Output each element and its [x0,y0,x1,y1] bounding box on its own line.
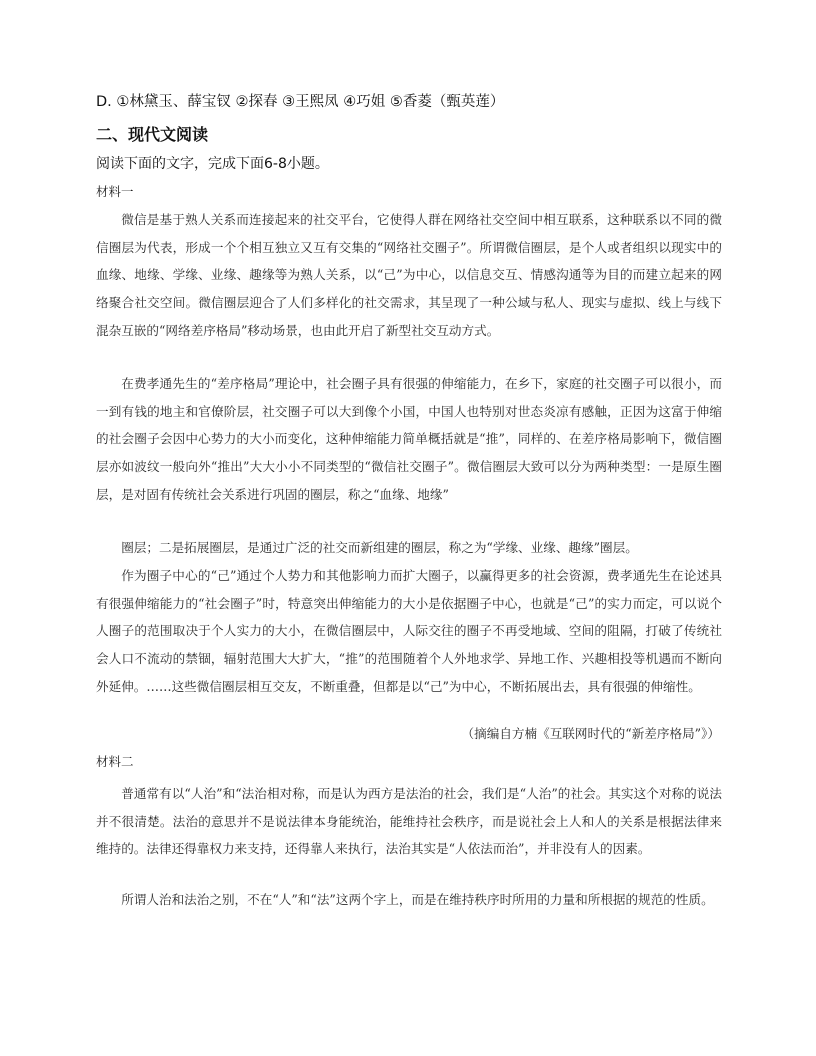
material-two-paragraph-2: 所谓人治和法治之别，不在“人”和“法”这两个字上，而是在维持秩序时所用的力量和所根据的规范的性质。 [121,892,714,907]
material-two-paragraph-1: 普通常有以“人治”和“法治相对称，而是认为西方是法治的社会，我们是“人治”的社会。其实这个对称的说法并不很清楚。法治的意思并不是说法律本身能统治，能维持社会秩序，而是说社会上人和人的关系是根据法律来维持的。法律还得靠权力来支持，还得靠人来执行，法治其实是“人依法而治”，并非没有人的因素。 [96,786,722,857]
material-one-source: （摘编自方楠《互联网时代的“新差序格局”》） [461,726,720,741]
material-one-paragraph-1: 微信是基于熟人关系而连接起来的社交平台，它使得人群在网络社交空间中相互联系，这种联系以不同的微信圈层为代表，形成一个个相互独立又互有交集的“网络社交圈子”。所谓微信圈层，是个人或者组织以现实中的血缘、地缘、学缘、业缘、趣缘等为熟人关系，以“己”为中心，以信息交互、情感沟通等为目的而建立起来的网络聚合社交空间。微信圈层迎合了人们多样化的社交需求，其呈现了一种公域与私人、现实与虚拟、线上与线下混杂互嵌的“网络差序格局”移动场景，也由此开启了新型社交互动方式。 [96,212,722,338]
material-one-label: 材料一 [96,184,134,199]
section-heading: 二、现代文阅读 [96,125,209,144]
material-one-paragraph-3: 圈层；二是拓展圈层，是通过广泛的社交而新组建的圈层，称之为“学缘、业缘、趣缘”圈层。 [121,540,638,555]
material-two-label: 材料二 [96,754,134,769]
answer-option-d: D. ①林黛玉、薛宝钗 ②探春 ③王熙凤 ④巧姐 ⑤香菱（甄英莲） [96,94,505,110]
material-one-paragraph-4: 作为圈子中心的“己”通过个人势力和其他影响力而扩大圈子，以赢得更多的社会资源，费孝通先生在论述具有很强伸缩能力的“社会圈子”时，特意突出伸缩能力的大小是依据圈子中心，也就是“己”的实力而定，可以说个人圈子的范围取决于个人实力的大小，在微信圈层中，人际交往的圈子不再受地域、空间的阻隔，打破了传统社会人口不流动的禁锢，辐射范围大大扩大，“推”的范围随着个人外地求学、异地工作、兴趣相投等机遇而不断向外延伸。……这些微信圈层相互交友，不断重叠，但都是以“己”为中心，不断拓展出去，具有很强的伸缩性。 [96,568,722,694]
reading-instruction: 阅读下面的文字，完成下面6-8小题。 [96,156,329,172]
material-one-paragraph-2: 在费孝通先生的“差序格局”理论中，社会圈子具有很强的伸缩能力，在乡下，家庭的社交圈子可以很小，而一到有钱的地主和官僚阶层，社交圈子可以大到像个小国，中国人也特别对世态炎凉有感触，正因为这富于伸缩的社会圈子会因中心势力的大小而变化，这种伸缩能力简单概括就是“推”，同样的、在差序格局影响下，微信圈层亦如波纹一般向外“推出”大大小小不同类型的“微信社交圈子”。微信圈层大致可以分为两种类型：一是原生圈层，是对固有传统社会关系进行巩固的圈层，称之“血缘、地缘” [96,376,722,502]
